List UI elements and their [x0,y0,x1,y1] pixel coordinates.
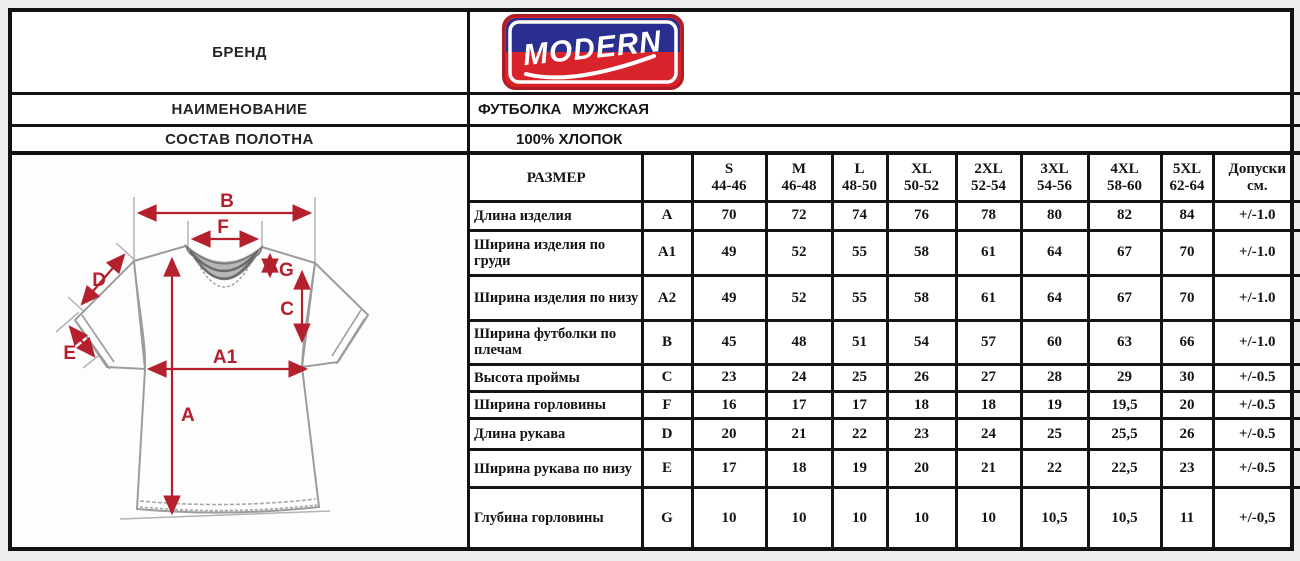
value-A1-L: 55 [832,230,887,276]
value-F-XL: 18 [887,392,956,419]
value-G-M: 10 [766,488,832,547]
size-corner-label: РАЗМЕР [470,155,642,202]
row-letter-E: E [642,449,692,488]
tolerance-A2: +/-1.0 [1213,276,1300,321]
value-A2-4XL: 67 [1088,276,1161,321]
row-letter-C: C [642,364,692,391]
value-A-S: 70 [692,202,766,230]
tolerance-G: +/-0,5 [1213,488,1300,547]
label-G: G [279,260,294,281]
value-F-S: 16 [692,392,766,419]
value-F-M: 17 [766,392,832,419]
row-name-F: Ширина горловины [470,392,642,419]
value-B-L: 51 [832,320,887,364]
value-C-3XL: 28 [1021,364,1088,391]
label-D: D [92,270,106,291]
row-letter-B: B [642,320,692,364]
value-F-3XL: 19 [1021,392,1088,419]
label-E: E [63,343,76,364]
row-letter-A2: A2 [642,276,692,321]
table-row [470,419,1300,449]
name-label: НАИМЕНОВАНИЕ [12,95,470,124]
value-D-S: 20 [692,419,766,449]
value-A1-5XL: 70 [1161,230,1213,276]
value-A1-4XL: 67 [1088,230,1161,276]
modern-logo [502,14,684,90]
tshirt-diagram-cell [12,155,470,547]
value-E-3XL: 22 [1021,449,1088,488]
value-A2-XL: 58 [887,276,956,321]
value-A-3XL: 80 [1021,202,1088,230]
value-B-2XL: 57 [956,320,1021,364]
row-letter-A1: A1 [642,230,692,276]
table-row [470,488,1300,547]
tolerance-F: +/-0.5 [1213,392,1300,419]
tshirt-diagram [12,155,467,541]
value-A-2XL: 78 [956,202,1021,230]
value-A2-2XL: 61 [956,276,1021,321]
tolerance-C: +/-0.5 [1213,364,1300,391]
logo-text: MODERN [521,24,664,73]
value-F-5XL: 20 [1161,392,1213,419]
row-name-B: Ширина футболки по плечам [470,320,642,364]
value-D-3XL: 25 [1021,419,1088,449]
size-col-header-M: M 46-48 [766,155,832,202]
tolerance-D: +/-0.5 [1213,419,1300,449]
letter-column-blank [642,155,692,202]
value-D-XL: 23 [887,419,956,449]
value-D-2XL: 24 [956,419,1021,449]
value-E-5XL: 23 [1161,449,1213,488]
value-E-4XL: 22,5 [1088,449,1161,488]
row-name-D: Длина рукава [470,419,642,449]
sheet-frame [8,8,1294,551]
value-B-4XL: 63 [1088,320,1161,364]
value-C-S: 23 [692,364,766,391]
size-col-header-L: L 48-50 [832,155,887,202]
table-row [470,320,1300,364]
name-row [12,95,1300,127]
value-B-M: 48 [766,320,832,364]
value-C-XL: 26 [887,364,956,391]
value-D-L: 22 [832,419,887,449]
value-G-4XL: 10,5 [1088,488,1161,547]
tolerance-A1: +/-1.0 [1213,230,1300,276]
size-col-header-XL: XL 50-52 [887,155,956,202]
table-row [470,202,1300,230]
label-A1: A1 [212,347,238,368]
table-row [470,230,1300,276]
row-name-A: Длина изделия [470,202,642,230]
value-B-S: 45 [692,320,766,364]
value-A2-3XL: 64 [1021,276,1088,321]
value-A-M: 72 [766,202,832,230]
value-A2-M: 52 [766,276,832,321]
value-C-M: 24 [766,364,832,391]
size-col-header-S: S 44-46 [692,155,766,202]
size-table [470,155,1300,547]
value-G-S: 10 [692,488,766,547]
fabric-label: СОСТАВ ПОЛОТНА [12,127,470,151]
value-E-L: 19 [832,449,887,488]
tolerance-header: Допуски см. [1213,155,1300,202]
size-col-header-2XL: 2XL 52-54 [956,155,1021,202]
value-C-4XL: 29 [1088,364,1161,391]
value-B-3XL: 60 [1021,320,1088,364]
size-col-header-3XL: 3XL 54-56 [1021,155,1088,202]
value-G-2XL: 10 [956,488,1021,547]
value-F-L: 17 [832,392,887,419]
brand-row [12,12,1300,95]
value-C-L: 25 [832,364,887,391]
value-E-XL: 20 [887,449,956,488]
value-A1-M: 52 [766,230,832,276]
fabric-value: 100% ХЛОПОК [516,130,623,148]
value-D-M: 21 [766,419,832,449]
row-name-A1: Ширина изделия по груди [470,230,642,276]
value-A1-S: 49 [692,230,766,276]
table-row [470,392,1300,419]
value-A-L: 74 [832,202,887,230]
value-C-5XL: 30 [1161,364,1213,391]
name-value: ФУТБОЛКА МУЖСКАЯ [478,101,650,118]
value-A1-XL: 58 [887,230,956,276]
value-B-XL: 54 [887,320,956,364]
label-B: B [220,191,234,212]
tolerance-B: +/-1.0 [1213,320,1300,364]
brand-value-cell [470,12,1300,92]
size-col-header-5XL: 5XL 62-64 [1161,155,1213,202]
brand-label: БРЕНД [12,12,470,92]
row-letter-D: D [642,419,692,449]
value-A1-2XL: 61 [956,230,1021,276]
value-G-L: 10 [832,488,887,547]
value-E-M: 18 [766,449,832,488]
value-A-5XL: 84 [1161,202,1213,230]
value-F-2XL: 18 [956,392,1021,419]
label-F: F [217,217,229,238]
tolerance-E: +/-0.5 [1213,449,1300,488]
label-C: C [280,299,294,320]
value-B-5XL: 66 [1161,320,1213,364]
left-sleeve [75,261,145,369]
row-name-G: Глубина горловины [470,488,642,547]
row-name-E: Ширина рукава по низу [470,449,642,488]
row-letter-G: G [642,488,692,547]
value-G-3XL: 10,5 [1021,488,1088,547]
value-E-S: 17 [692,449,766,488]
main-row [12,155,1300,547]
value-F-4XL: 19,5 [1088,392,1161,419]
size-table-header-row [470,155,1300,202]
value-A2-5XL: 70 [1161,276,1213,321]
value-A-XL: 76 [887,202,956,230]
value-A-4XL: 82 [1088,202,1161,230]
value-C-2XL: 27 [956,364,1021,391]
value-A2-S: 49 [692,276,766,321]
row-letter-A: A [642,202,692,230]
table-row [470,276,1300,321]
table-row [470,364,1300,391]
value-E-2XL: 21 [956,449,1021,488]
size-col-header-4XL: 4XL 58-60 [1088,155,1161,202]
table-row [470,449,1300,488]
row-name-A2: Ширина изделия по низу [470,276,642,321]
value-A1-3XL: 64 [1021,230,1088,276]
tolerance-A: +/-1.0 [1213,202,1300,230]
value-D-4XL: 25,5 [1088,419,1161,449]
value-G-XL: 10 [887,488,956,547]
value-D-5XL: 26 [1161,419,1213,449]
value-G-5XL: 11 [1161,488,1213,547]
fabric-row [12,127,1300,155]
size-table-cell [470,155,1300,547]
tshirt-body [134,246,319,513]
label-A: A [181,405,195,426]
value-A2-L: 55 [832,276,887,321]
row-letter-F: F [642,392,692,419]
row-name-C: Высота проймы [470,364,642,391]
